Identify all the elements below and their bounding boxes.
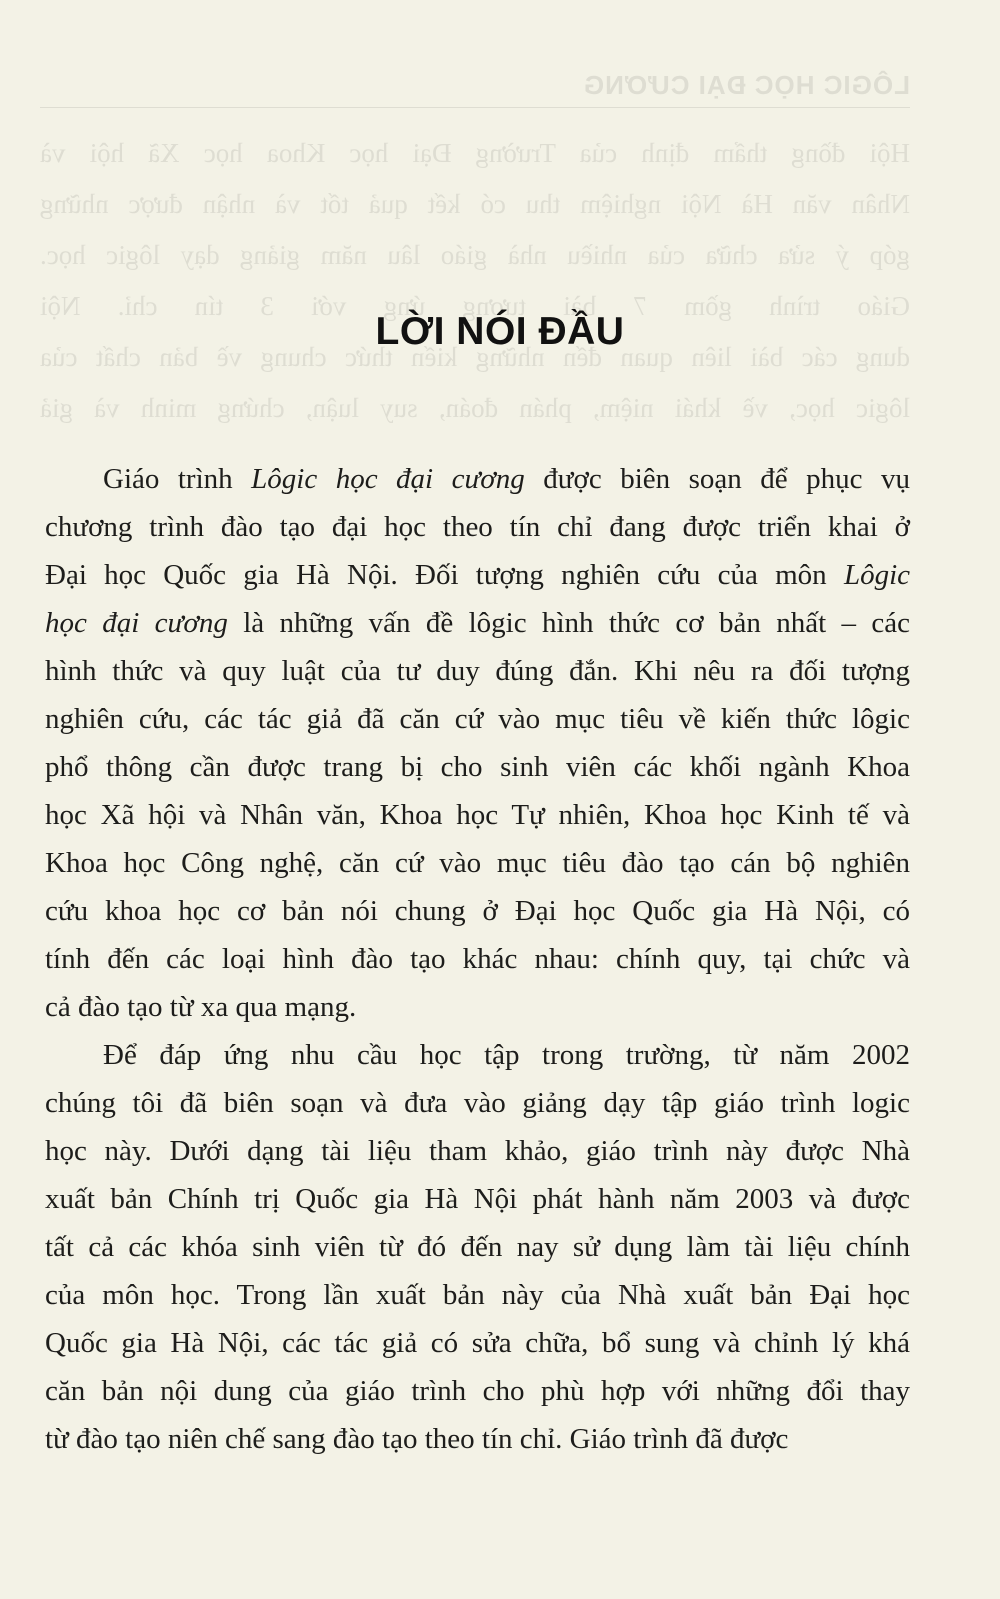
text-run: căn bản nội dung của giáo trình cho phù hợp với những đổi thay bbox=[45, 1375, 910, 1407]
text-run: hình thức và quy luật của tư duy đúng đắn. Khi nêu ra đối tượng bbox=[45, 655, 910, 687]
paragraph bbox=[45, 455, 910, 1031]
bleed-through-line: Giáo trình gồm 7 bài tương ứng với 3 tín chỉ. Nội bbox=[40, 291, 910, 321]
text-line bbox=[45, 695, 910, 743]
italic-term: Lôgic học đại cương bbox=[251, 463, 525, 495]
text-line bbox=[45, 743, 910, 791]
text-line bbox=[45, 1415, 910, 1463]
text-line bbox=[45, 887, 910, 935]
body-text bbox=[45, 455, 910, 1463]
italic-term: học đại cương bbox=[45, 607, 228, 639]
text-run: tất cả các khóa sinh viên từ đó đến nay sử dụng làm tài liệu chính bbox=[45, 1231, 910, 1263]
text-run: được biên soạn để phục vụ bbox=[524, 463, 910, 495]
page-title: LỜI NÓI ĐẦU bbox=[375, 310, 625, 353]
bleed-through-line: Hội đồng thẩm định của Trường Đại học Khoa học Xã hội và bbox=[40, 138, 910, 168]
text-run: Đại học Quốc gia Hà Nội. Đối tượng nghiên cứu của môn bbox=[45, 559, 844, 591]
text-run: chương trình đào tạo đại học theo tín chỉ đang được triển khai ở bbox=[45, 511, 910, 543]
text-line bbox=[45, 1127, 910, 1175]
text-line bbox=[45, 455, 910, 503]
bleed-through-lines bbox=[40, 128, 910, 434]
text-run: cả đào tạo từ xa qua mạng. bbox=[45, 991, 357, 1023]
text-line bbox=[45, 791, 910, 839]
text-line bbox=[45, 1271, 910, 1319]
text-run: Giáo trình bbox=[103, 463, 252, 495]
italic-term: Lôgic bbox=[843, 559, 910, 591]
text-run: Khoa học Công nghệ, căn cứ vào mục tiêu đào tạo cán bộ nghiên bbox=[45, 847, 910, 879]
text-line bbox=[45, 647, 910, 695]
text-run: tính đến các loại hình đào tạo khác nhau: chính quy, tại chức và bbox=[45, 943, 910, 975]
text-run: từ đào tạo niên chế sang đào tạo theo tín chỉ. Giáo trình đã được bbox=[45, 1423, 789, 1455]
text-line bbox=[45, 1223, 910, 1271]
text-line bbox=[45, 1319, 910, 1367]
text-line bbox=[45, 503, 910, 551]
text-line bbox=[45, 983, 910, 1031]
bleed-through-text bbox=[40, 70, 910, 434]
text-line bbox=[45, 551, 910, 599]
text-run: là những vấn đề lôgic hình thức cơ bản nhất – các bbox=[227, 607, 910, 639]
text-run: chúng tôi đã biên soạn và đưa vào giảng dạy tập giáo trình logic bbox=[45, 1087, 910, 1119]
bleed-through-line: Nhân văn Hà Nội nghiệm thu có kết quả tốt và nhận được những bbox=[40, 189, 910, 219]
text-line bbox=[45, 839, 910, 887]
bleed-through-header: LÔGIC HỌC ĐẠI CƯƠNG bbox=[40, 70, 910, 108]
bleed-through-line: lôgic học, về khái niệm, phán đoán, suy luận, chứng minh và giả bbox=[40, 393, 910, 423]
bleed-through-line: dung các bài liên quan đến những kiến thức chung về bản chất của bbox=[40, 342, 910, 372]
text-run: của môn học. Trong lần xuất bản này của Nhà xuất bản Đại học bbox=[45, 1279, 910, 1311]
text-run: xuất bản Chính trị Quốc gia Hà Nội phát hành năm 2003 và được bbox=[45, 1183, 910, 1215]
text-run: học Xã hội và Nhân văn, Khoa học Tự nhiên, Khoa học Kinh tế và bbox=[45, 799, 910, 831]
bleed-through-line: góp ý sửa chữa của nhiều nhà giáo lâu năm giảng dạy lôgic học. bbox=[40, 240, 910, 270]
text-run: Để đáp ứng nhu cầu học tập trong trường, từ năm 2002 bbox=[103, 1039, 910, 1071]
text-run: nghiên cứu, các tác giả đã căn cứ vào mục tiêu về kiến thức lôgic bbox=[45, 703, 910, 735]
text-run: Quốc gia Hà Nội, các tác giả có sửa chữa, bổ sung và chỉnh lý khá bbox=[45, 1327, 910, 1359]
text-line bbox=[45, 935, 910, 983]
paragraph bbox=[45, 1031, 910, 1463]
text-run: phổ thông cần được trang bị cho sinh viên các khối ngành Khoa bbox=[45, 751, 910, 783]
text-line bbox=[45, 1079, 910, 1127]
text-line bbox=[45, 1367, 910, 1415]
text-run: học này. Dưới dạng tài liệu tham khảo, giáo trình này được Nhà bbox=[45, 1135, 910, 1167]
text-line bbox=[45, 599, 910, 647]
text-line bbox=[45, 1031, 910, 1079]
text-line bbox=[45, 1175, 910, 1223]
text-run: cứu khoa học cơ bản nói chung ở Đại học Quốc gia Hà Nội, có bbox=[45, 895, 910, 927]
